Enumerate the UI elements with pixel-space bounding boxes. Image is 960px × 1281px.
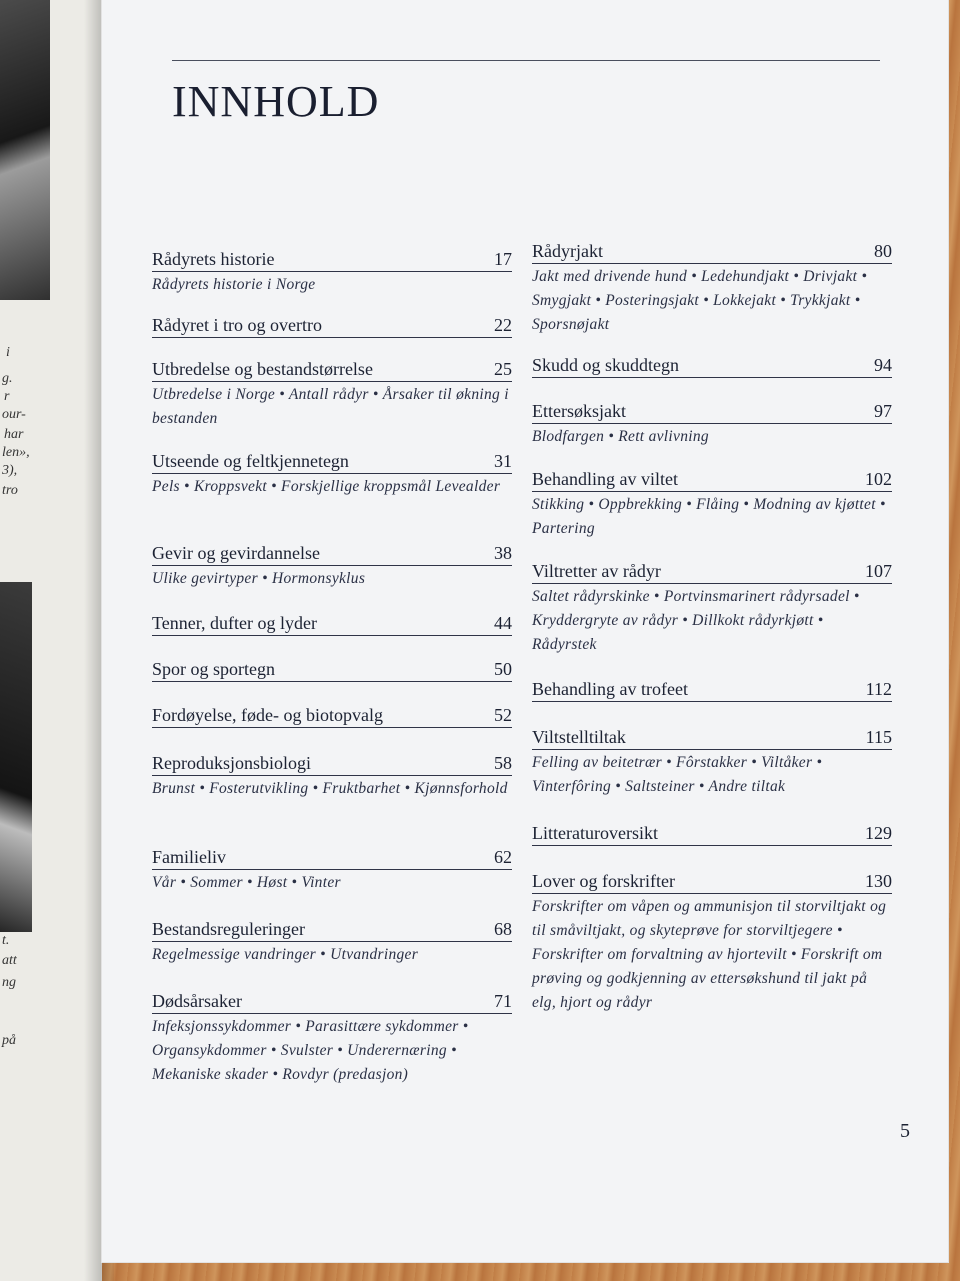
entry-subtopics: Stikking • Oppbrekking • Flåing • Modning av kjøttet • Partering xyxy=(532,496,886,537)
fragment-text: har xyxy=(4,427,24,442)
entry-page: 62 xyxy=(494,847,512,867)
entry-page: 107 xyxy=(865,561,892,581)
entry-title: Behandling av viltet xyxy=(532,469,678,489)
entry-page: 58 xyxy=(494,753,512,773)
entry-page: 50 xyxy=(494,659,512,679)
entry-page: 52 xyxy=(494,705,512,725)
toc-entry xyxy=(152,990,512,1087)
entry-title: Familieliv xyxy=(152,847,226,867)
entry-subtopics: Utbredelse i Norge • Antall rådyr • Årsaker til økning i bestanden xyxy=(152,386,509,427)
fragment-text: t. xyxy=(2,933,10,948)
toc-entry xyxy=(152,846,512,895)
entry-page: 17 xyxy=(494,249,512,269)
photo-bottom xyxy=(0,582,32,932)
entry-subtopics: Brunst • Fosterutvikling • Fruktbarhet • Kjønnsforhold xyxy=(152,780,508,797)
entry-title: Utseende og feltkjennetegn xyxy=(152,451,349,471)
toc-entry xyxy=(532,240,892,337)
toc-entry xyxy=(152,918,512,967)
entry-title: Rådyret i tro og overtro xyxy=(152,315,322,335)
entry-page: 112 xyxy=(865,679,892,699)
entry-subtopics: Ulike gevirtyper • Hormonsyklus xyxy=(152,570,366,587)
page-number: 5 xyxy=(900,1120,910,1142)
entry-page: 38 xyxy=(494,543,512,563)
toc-entry xyxy=(532,354,892,378)
page-title: INNHOLD xyxy=(172,77,380,126)
photo-top xyxy=(0,0,50,300)
fragment-text: att xyxy=(2,953,17,968)
entry-page: 130 xyxy=(865,871,892,891)
entry-title: Rådyrjakt xyxy=(532,241,603,261)
toc-entry xyxy=(532,726,892,799)
entry-page: 94 xyxy=(874,355,892,375)
entry-title: Fordøyelse, føde- og biotopvalg xyxy=(152,705,383,725)
toc-entry xyxy=(152,248,512,297)
entry-subtopics: Vår • Sommer • Høst • Vinter xyxy=(152,874,341,891)
entry-page: 80 xyxy=(874,241,892,261)
entry-title: Lover og forskrifter xyxy=(532,871,675,891)
entry-title: Bestandsreguleringer xyxy=(152,919,305,939)
toc-entry xyxy=(152,358,512,431)
toc-entry xyxy=(152,542,512,591)
toc-entry xyxy=(152,704,512,728)
entry-page: 102 xyxy=(865,469,892,489)
entry-page: 31 xyxy=(494,451,512,471)
entry-subtopics: Pels • Kroppsvekt • Forskjellige kroppsmål Levealder xyxy=(152,478,501,495)
entry-page: 97 xyxy=(874,401,892,421)
fragment-text: i xyxy=(6,345,10,360)
entry-page: 71 xyxy=(494,991,512,1011)
entry-title: Utbredelse og bestandstørrelse xyxy=(152,359,373,379)
entry-title: Dødsårsaker xyxy=(152,991,242,1011)
entry-page: 25 xyxy=(494,359,512,379)
toc-entry xyxy=(152,752,512,801)
entry-page: 68 xyxy=(494,919,512,939)
toc-entry xyxy=(532,400,892,449)
toc-entry xyxy=(532,560,892,657)
entry-title: Tenner, dufter og lyder xyxy=(152,613,317,633)
entry-title: Viltretter av rådyr xyxy=(532,561,661,581)
entry-subtopics: Jakt med drivende hund • Ledehundjakt • Drivjakt • Smygjakt • Posteringsjakt • Lokkejakt • Trykkjakt • Sporsnøjakt xyxy=(532,268,868,333)
contents-page xyxy=(102,0,948,1262)
entry-subtopics: Saltet rådyrskinke • Portvinsmarinert rådyrsadel • Kryddergryte av rådyr • Dillkokt rådyrkjøtt • Rådyrstek xyxy=(532,588,860,653)
entry-title: Rådyrets historie xyxy=(152,249,275,269)
entry-subtopics: Felling av beitetrær • Fôrstakker • Viltåker • Vinterfôring • Saltsteiner • Andre tiltak xyxy=(532,754,823,795)
fragment-text: på xyxy=(2,1033,16,1048)
toc-entry xyxy=(152,314,512,338)
entry-subtopics: Infeksjonssykdommer • Parasittære sykdommer • Organsykdommer • Svulster • Underernæring • Mekaniske skader • Rovdyr (predasjon) xyxy=(152,1018,469,1083)
fragment-text: r xyxy=(4,389,10,404)
entry-title: Reproduksjonsbiologi xyxy=(152,753,312,773)
entry-page: 22 xyxy=(494,315,512,335)
fragment-text: 3), xyxy=(2,463,18,478)
entry-subtopics: Forskrifter om våpen og ammunisjon til storviltjakt og til småviltjakt, og skyteprøve for storviltjegere • Forskrifter om forvaltning av hjortevilt • Forskrift om prøving og godkjenning av ettersøkshund til jakt på elg, hjort og rådyr xyxy=(532,898,887,1011)
entry-title: Behandling av trofeet xyxy=(532,679,688,699)
top-rule xyxy=(172,60,880,61)
entry-subtopics: Regelmessige vandringer • Utvandringer xyxy=(152,946,419,963)
toc-entry xyxy=(532,870,892,1015)
entry-page: 129 xyxy=(865,823,892,843)
toc-entry xyxy=(532,678,892,702)
entry-title: Gevir og gevirdannelse xyxy=(152,543,320,563)
toc-entry xyxy=(152,450,512,499)
fragment-text: g. xyxy=(2,371,13,386)
entry-title: Spor og sportegn xyxy=(152,659,275,679)
entry-subtopics: Rådyrets historie i Norge xyxy=(152,276,316,293)
fragment-text: ng xyxy=(2,975,16,990)
entry-subtopics: Blodfargen • Rett avlivning xyxy=(532,428,709,445)
fragment-text: tro xyxy=(2,483,18,498)
fragment-text: len», xyxy=(2,445,30,460)
toc-entry xyxy=(152,612,512,636)
toc-entry xyxy=(152,658,512,682)
entry-title: Ettersøksjakt xyxy=(532,401,626,421)
entry-title: Skudd og skuddtegn xyxy=(532,355,680,375)
entry-title: Viltstelltiltak xyxy=(532,727,626,747)
entry-title: Litteraturoversikt xyxy=(532,823,658,843)
toc-entry xyxy=(532,822,892,846)
toc-entry xyxy=(532,468,892,541)
entry-page: 44 xyxy=(494,613,512,633)
entry-page: 115 xyxy=(865,727,892,747)
fragment-text: our- xyxy=(2,407,26,422)
